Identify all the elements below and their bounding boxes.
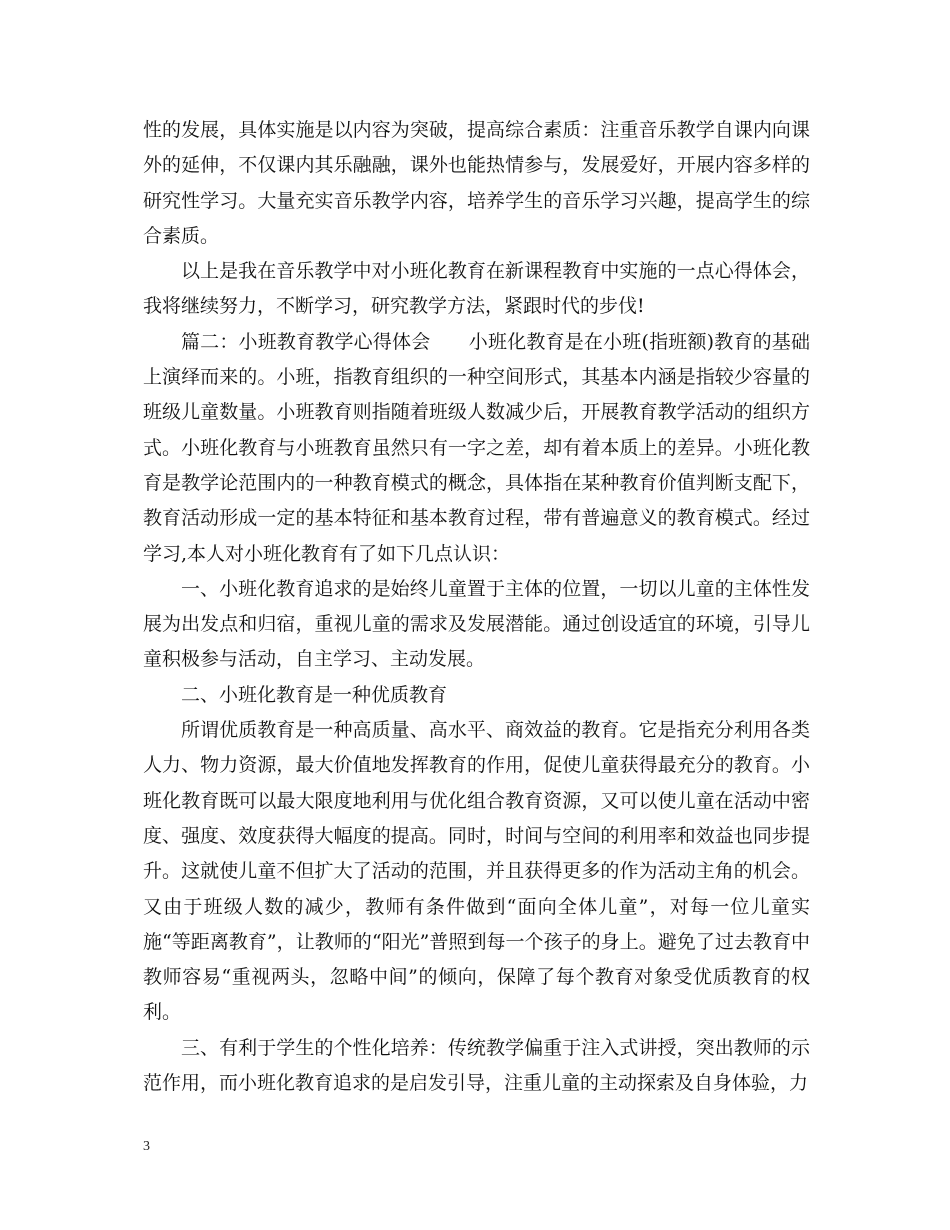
paragraph-point-two-body: 所谓优质教育是一种高质量、高水平、商效益的教育。它是指充分利用各类人力、物力资源，最大价值地发挥教育的作用，促使儿童获得最充分的教育。小班化教育既可以最大限度地利用与优化组合教育资源，又可以使儿童在活动中密度、强度、效度获得大幅度的提高。同时，时间与空间的利用率和效益也同步提升。这就使儿童不但扩大了活动的范围，并且获得更多的作为活动主角的机会。又由于班级人数的减少，教师有条件做到“面向全体儿童”，对每一位儿童实施“等距离教育”，让教师的“阳光”普照到每一个孩子的身上。避免了过去教育中教师容易“重视两头，忽略中间”的倾向，保障了每个教育对象受优质教育的权利。 (143, 719, 810, 1024)
paragraph-conclusion: 以上是我在音乐教学中对小班化教育在新课程教育中实施的一点心得体会，我将继续努力，不断学习，研究教学方法，紧跟时代的步伐! (143, 260, 810, 318)
paragraph-point-one: 一、小班化教育追求的是始终儿童置于主体的位置，一切以儿童的主体性发展为出发点和归宿，重视儿童的需求及发展潜能。通过创设适宜的环境，引导儿童积极参与活动，自主学习、主动发展。 (143, 577, 810, 671)
paragraph-point-two-heading: 二、小班化教育是一种优质教育 (181, 683, 448, 706)
paragraph-continuation: 性的发展，具体实施是以内容为突破，提高综合素质：注重音乐教学自课内向课外的延伸，不仅课内其乐融融，课外也能热情参与，发展爱好，开展内容多样的研究性学习。大量充实音乐教学内容，培养学生的音乐学习兴趣，提高学生的综合素质。 (143, 119, 810, 247)
page-number: 3 (143, 1139, 150, 1154)
paragraph-point-three: 三、有利于学生的个性化培养：传统教学偏重于注入式讲授，突出教师的示范作用，而小班化教育追求的是启发引导，注重儿童的主动探索及自身体验，力 (143, 1036, 810, 1095)
document-body (143, 113, 810, 1101)
paragraph-article-two-intro: 篇二：小班教育教学心得体会 小班化教育是在小班(指班额)教育的基础上演绎而来的。小班，指教育组织的一种空间形式，其基本内涵是指较少容量的班级儿童数量。小班教育则指随着班级人数减少后，开展教育教学活动的组织方式。小班化教育与小班教育虽然只有一字之差，却有着本质上的差异。小班化教育是教学论范围内的一种教育模式的概念，具体指在某种教育价值判断支配下，教育活动形成一定的基本特征和基本教育过程，带有普遍意义的教育模式。经过学习,本人对小班化教育有了如下几点认识： (143, 330, 810, 565)
